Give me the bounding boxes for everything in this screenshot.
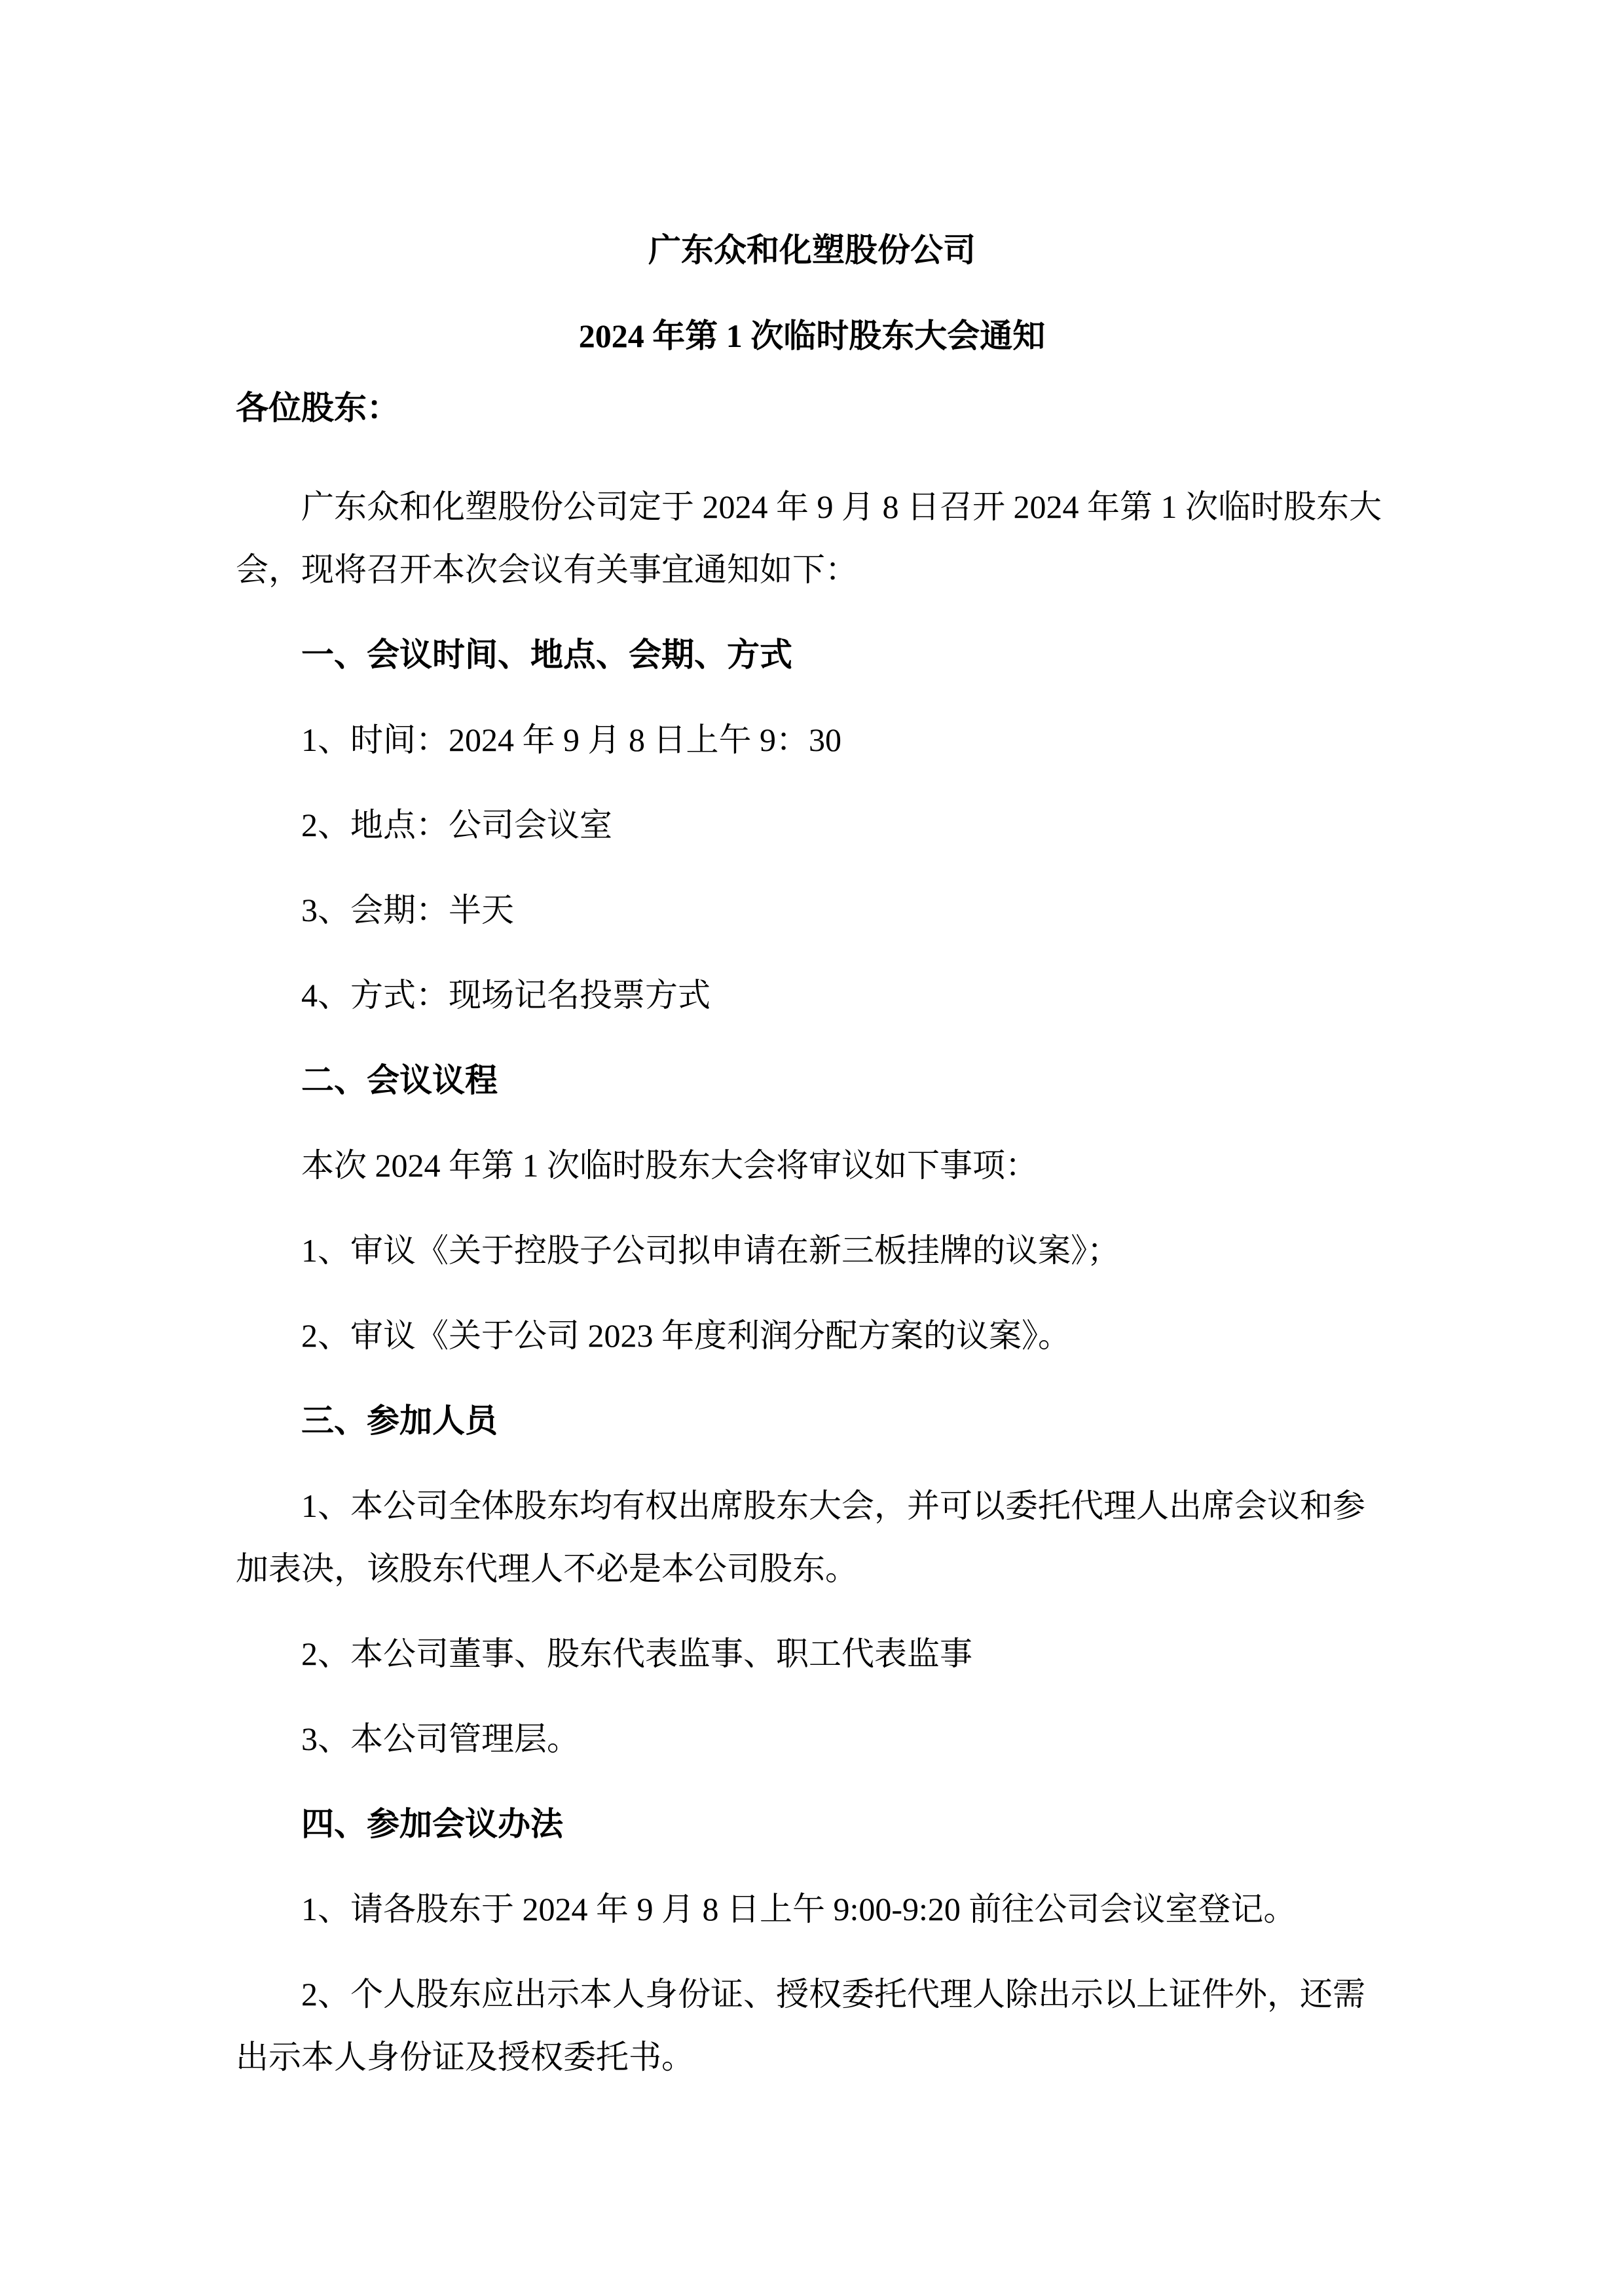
section4-item-1: 1、请各股东于 2024 年 9 月 8 日上午 9:00-9:20 前往公司会议室登记。	[301, 1891, 1297, 1927]
section3-item-1-line-2: 加表决，该股东代理人不必是本公司股东。	[236, 1550, 858, 1587]
section2-lead: 本次 2024 年第 1 次临时股东大会将审议如下事项：	[301, 1147, 1038, 1184]
section1-item-place: 2、地点：公司会议室	[301, 807, 612, 843]
section2-item-2: 2、审议《关于公司 2023 年度利润分配方案的议案》。	[301, 1317, 1071, 1354]
section4-heading: 四、参加会议办法	[301, 1806, 563, 1842]
section1-item-method: 4、方式：现场记名投票方式	[301, 977, 710, 1013]
doc-subtitle: 2024 年第 1 次临时股东大会通知	[578, 318, 1046, 354]
section1-heading: 一、会议时间、地点、会期、方式	[301, 636, 792, 673]
section3-heading: 三、参加人员	[301, 1402, 498, 1439]
section4-item-2-line-1: 2、个人股东应出示本人身份证、授权委托代理人除出示以上证件外，还需	[301, 1976, 1365, 2013]
section2-item-1: 1、审议《关于控股子公司拟申请在新三板挂牌的议案》；	[301, 1232, 1120, 1269]
section4-item-2-line-2: 出示本人身份证及授权委托书。	[236, 2039, 694, 2075]
salutation: 各位股东：	[236, 390, 399, 426]
section3-item-1-line-1: 1、本公司全体股东均有权出席股东大会，并可以委托代理人出席会议和参	[301, 1487, 1365, 1524]
section1-item-duration: 3、会期：半天	[301, 892, 514, 928]
intro-line-1: 广东众和化塑股份公司定于 2024 年 9 月 8 日召开 2024 年第 1 次临时股东大	[301, 488, 1382, 525]
section3-item-2: 2、本公司董事、股东代表监事、职工代表监事	[301, 1635, 972, 1672]
section3-item-3: 3、本公司管理层。	[301, 1721, 580, 1757]
section1-item-time: 1、时间：2024 年 9 月 8 日上午 9：30	[301, 721, 841, 758]
intro-line-2: 会，现将召开本次会议有关事宜通知如下：	[236, 551, 858, 588]
section2-heading: 二、会议议程	[301, 1062, 498, 1099]
doc-title: 广东众和化塑股份公司	[648, 232, 976, 268]
